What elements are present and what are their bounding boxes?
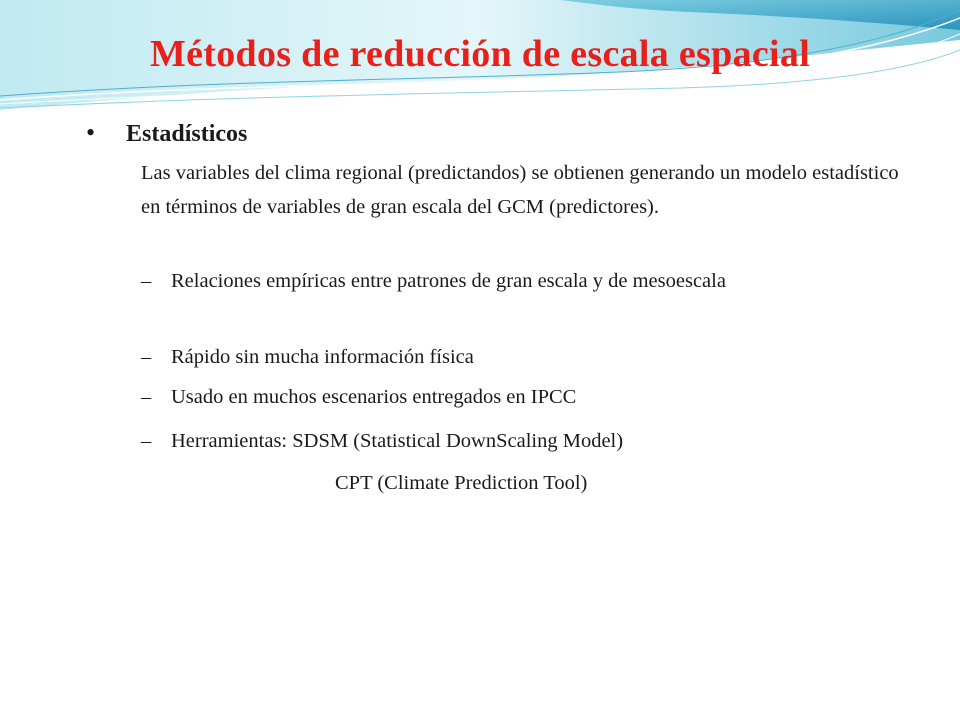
tool-continuation: CPT (Climate Prediction Tool) bbox=[335, 472, 588, 494]
sub-item-text: Usado en muchos escenarios entregados en IPCC bbox=[171, 386, 577, 408]
bullet-item bbox=[86, 118, 247, 148]
dash-marker: – bbox=[141, 346, 152, 368]
dash-marker: – bbox=[141, 386, 152, 408]
bullet-marker: • bbox=[86, 118, 96, 147]
sub-item-text: Herramientas: SDSM (Statistical DownScaling Model) bbox=[171, 430, 624, 452]
sub-item bbox=[141, 424, 791, 458]
sub-item bbox=[141, 380, 791, 414]
dash-marker: – bbox=[141, 430, 152, 452]
slide-title: Métodos de reducción de escala espacial bbox=[149, 33, 811, 75]
sub-item bbox=[141, 340, 791, 374]
bullet-description: Las variables del clima regional (predictandos) se obtienen generando un modelo estadístico en términos de variables de gran escala del GCM (predictores). bbox=[141, 162, 899, 218]
dash-marker: – bbox=[141, 270, 152, 292]
sub-item-text: Relaciones empíricas entre patrones de gran escala y de mesoescala bbox=[171, 270, 726, 292]
bullet-heading: Estadísticos bbox=[126, 121, 248, 147]
sub-item-text: Rápido sin mucha información física bbox=[171, 346, 474, 368]
sub-item bbox=[141, 264, 791, 298]
